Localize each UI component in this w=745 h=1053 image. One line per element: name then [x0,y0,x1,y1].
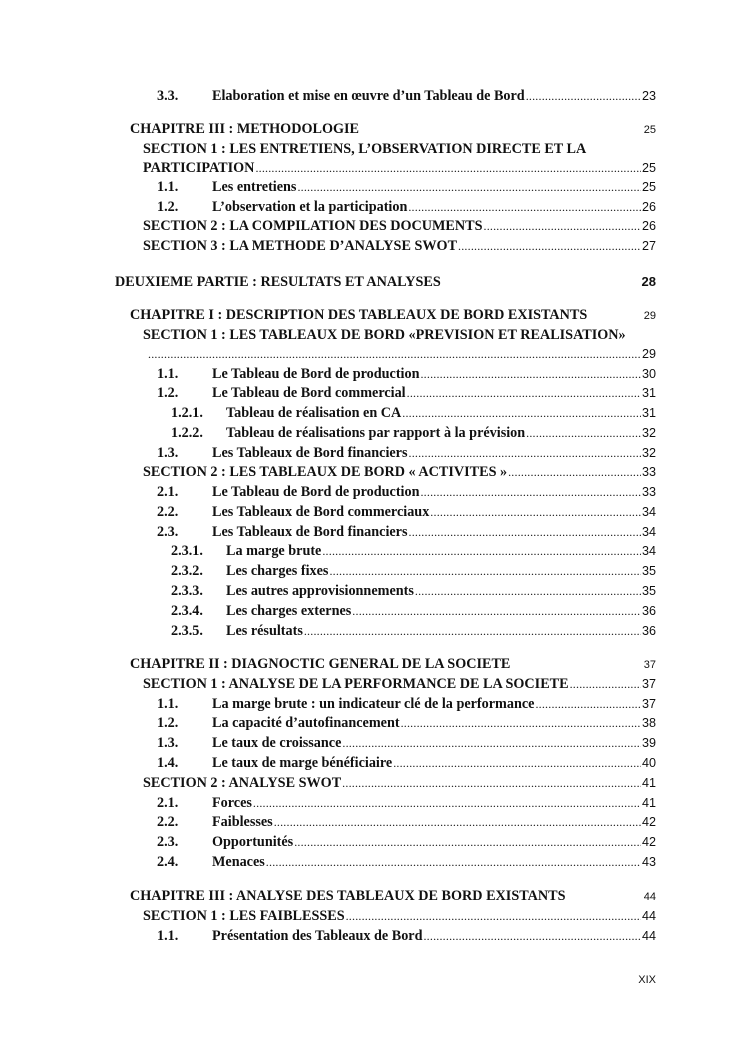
toc-entry-page: 32 [641,446,656,460]
toc-entry-sub[interactable] [157,734,656,753]
toc-entry-page: 42 [641,815,656,829]
toc-entry-sect[interactable] [143,907,656,926]
toc-entry-number: 2.3.3. [171,583,203,599]
toc-entry-page: 26 [641,200,656,214]
dot-leader [352,602,641,621]
toc-entry-sub[interactable] [157,523,656,542]
toc-entry-title: SECTION 2 : ANALYSE SWOT [143,775,342,791]
toc-entry-sub[interactable] [157,794,656,813]
dot-leader [274,813,641,832]
toc-entry-title: Tableau de réalisations par rapport à la prévision [226,425,526,441]
toc-entry-subsub[interactable] [171,404,656,423]
toc-entry-number: 2.3. [157,834,179,850]
toc-entry-chap[interactable] [130,887,656,906]
toc-entry-page: 44 [641,929,656,943]
toc-entry-sub[interactable] [157,927,656,946]
toc-entry-title: SECTION 1 : ANALYSE DE LA PERFORMANCE DE LA SOCIETE [143,676,569,692]
toc-entry-page: 37 [641,697,656,711]
toc-entry-title: Tableau de réalisation en CA [226,405,402,421]
toc-entry-page: 37 [641,677,656,691]
toc-entry-title: L’observation et la participation [212,199,408,215]
toc-entry-sub[interactable] [157,833,656,852]
dot-leader [526,87,641,106]
toc-entry-title: Faiblesses [212,814,273,830]
toc-entry-number: 2.1. [157,484,179,500]
toc-entry-title: SECTION 1 : LES TABLEAUX DE BORD «PREVISION ET REALISATION» [143,327,626,343]
dot-leader [266,853,641,872]
toc-entry-title: Le Tableau de Bord de production [212,484,420,500]
toc-entry-page: 40 [641,756,656,770]
toc-entry-page: 25 [641,161,656,175]
toc-entry-number: 1.1. [157,366,179,382]
toc-entry-number: 3.3. [157,88,179,104]
toc-entry-title: SECTION 3 : LA METHODE D’ANALYSE SWOT [143,238,458,254]
dot-leader [570,675,641,694]
toc-entry-number: 2.3. [157,524,179,540]
toc-entry-title: Les résultats [226,623,303,639]
toc-entry-number: 1.1. [157,928,179,944]
toc-entry-sub[interactable] [157,198,656,217]
toc-entry-title: Le Tableau de Bord de production [212,366,420,382]
dot-leader [294,833,641,852]
dot-leader [401,714,641,733]
toc-entry-subsub[interactable] [171,602,656,621]
toc-entry-page: 36 [641,604,656,618]
toc-entry-subsub[interactable] [171,542,656,561]
toc-entry-title: CHAPITRE I : DESCRIPTION DES TABLEAUX DE BORD EXISTANTS [130,307,588,323]
toc-entry-title: Le Tableau de Bord commercial [212,385,406,401]
dot-leader [423,927,641,946]
toc-entry-page: 31 [641,386,656,400]
toc-entry-page: 28 [641,274,656,289]
dot-leader [408,198,641,217]
toc-entry-title: Menaces [212,854,265,870]
toc-entry-number: 2.3.4. [171,603,203,619]
toc-entry-page: 33 [641,485,656,499]
toc-entry-continuation[interactable] [143,159,656,178]
toc-entry-number: 1.2. [157,385,179,401]
dot-leader [148,345,641,364]
dot-leader [430,503,641,522]
toc-entry-sect[interactable] [143,675,656,694]
toc-entry-title: Forces [212,795,252,811]
dot-leader [458,237,641,256]
toc-entry-title: Opportunités [212,834,294,850]
dot-leader [484,217,641,236]
toc-entry-title-continued: PARTICIPATION [143,160,255,176]
toc-entry-page: 36 [641,624,656,638]
toc-entry-page: 39 [641,736,656,750]
toc-entry-number: 1.4. [157,755,179,771]
toc-entry-sub[interactable] [157,384,656,403]
toc-entry-sub[interactable] [157,853,656,872]
toc-entry-sub[interactable] [157,754,656,773]
toc-entry-page: 32 [641,426,656,440]
toc-entry-title: Les Tableaux de Bord financiers [212,524,408,540]
toc-entry-number: 1.3. [157,735,179,751]
toc-entry-title: CHAPITRE III : ANALYSE DES TABLEAUX DE BORD EXISTANTS [130,888,566,904]
toc-entry-title: Les charges externes [226,603,352,619]
dot-leader [420,483,641,502]
dot-leader [415,582,641,601]
toc-entry-sect[interactable] [143,774,656,793]
toc-entry-title: DEUXIEME PARTIE : RESULTATS ET ANALYSES [115,274,441,290]
toc-entry-sect[interactable] [143,326,656,345]
dot-leader [304,622,641,641]
toc-entry-page: 43 [641,855,656,869]
toc-entry-subsub[interactable] [171,562,656,581]
toc-entry-number: 2.2. [157,814,179,830]
dot-leader [329,562,641,581]
toc-entry-subsub[interactable] [171,424,656,443]
toc-entry-page: 31 [641,406,656,420]
toc-entry-page: 27 [641,239,656,253]
toc-entry-title: SECTION 2 : LA COMPILATION DES DOCUMENTS [143,218,483,234]
toc-entry-number: 2.4. [157,854,179,870]
toc-entry-number: 2.2. [157,504,179,520]
toc-entry-sect[interactable] [143,237,656,256]
dot-leader [409,444,641,463]
dot-leader [297,178,641,197]
toc-entry-sect[interactable] [143,217,656,236]
toc-entry-page: 26 [641,219,656,233]
toc-entry-chap[interactable] [130,306,656,325]
toc-entry-sub[interactable] [157,444,656,463]
toc-entry-title: Elaboration et mise en œuvre d’un Tableau de Bord [212,88,525,104]
toc-entry-title: SECTION 2 : LES TABLEAUX DE BORD « ACTIVITES » [143,464,508,480]
toc-entry-sub[interactable] [157,813,656,832]
toc-entry-page: 37 [643,659,656,671]
toc-entry-sub[interactable] [157,695,656,714]
toc-entry-number: 1.2.2. [171,425,203,441]
dot-leader [393,754,641,773]
toc-entry-page: 25 [643,124,656,136]
toc-entry-page: 29 [643,310,656,322]
toc-entry-part[interactable] [115,272,656,291]
dot-leader [322,542,641,561]
toc-entry-continuation[interactable] [147,345,656,364]
toc-entry-number: 1.1. [157,179,179,195]
toc-entry-title: Présentation des Tableaux de Bord [212,928,423,944]
toc-entry-title: SECTION 1 : LES FAIBLESSES [143,908,345,924]
toc-entry-chap[interactable] [130,120,656,139]
toc-entry-title: Les entretiens [212,179,297,195]
toc-entry-page: 23 [641,89,656,103]
toc-entry-title: Les charges fixes [226,563,329,579]
dot-leader [255,159,641,178]
toc-entry-page: 41 [641,796,656,810]
dot-leader [420,365,641,384]
dot-leader [526,424,641,443]
toc-entry-page: 35 [641,584,656,598]
dot-leader [342,774,641,793]
toc-entry-page: 34 [641,525,656,539]
toc-entry-page: 41 [641,776,656,790]
toc-entry-number: 1.2.1. [171,405,203,421]
toc-entry-title: La marge brute : un indicateur clé de la performance [212,696,535,712]
toc-entry-sect[interactable] [143,463,656,482]
toc-entry-sub[interactable] [157,714,656,733]
toc-entry-title: Les autres approvisionnements [226,583,414,599]
toc-entry-number: 1.2. [157,199,179,215]
toc-entry-number: 2.1. [157,795,179,811]
toc-entry-subsub[interactable] [171,582,656,601]
toc-entry-title: CHAPITRE III : METHODOLOGIE [130,121,360,137]
toc-entry-title: La capacité d’autofinancement [212,715,400,731]
toc-entry-page: 33 [641,465,656,479]
toc-entry-page: 34 [641,505,656,519]
toc-entry-number: 1.3. [157,445,179,461]
toc-entry-title: CHAPITRE II : DIAGNOCTIC GENERAL DE LA SOCIETE [130,656,511,672]
toc-entry-title: La marge brute [226,543,322,559]
toc-entry-number: 2.3.5. [171,623,203,639]
toc-entry-title: Le taux de croissance [212,735,342,751]
toc-entry-sub[interactable] [157,503,656,522]
toc-entry-number: 2.3.1. [171,543,203,559]
dot-leader [407,384,641,403]
dot-leader [346,907,641,926]
toc-entry-page: 29 [641,347,656,361]
dot-leader [253,794,641,813]
toc-entry-number: 1.1. [157,696,179,712]
toc-entry-page: 30 [641,367,656,381]
page-number: XIX [638,974,656,986]
dot-leader [342,734,641,753]
toc-entry-page: 42 [641,835,656,849]
toc-entry-page: 35 [641,564,656,578]
toc-entry-subsub[interactable] [171,622,656,641]
toc-entry-sub[interactable] [157,483,656,502]
toc-entry-sub[interactable] [157,178,656,197]
toc-entry-page: 44 [641,909,656,923]
toc-entry-number: 2.3.2. [171,563,203,579]
toc-entry-page: 38 [641,716,656,730]
dot-leader [508,463,641,482]
toc-entry-sub[interactable] [157,365,656,384]
toc-entry-page: 34 [641,544,656,558]
toc-entry-title: Le taux de marge bénéficiaire [212,755,393,771]
toc-entry-number: 1.2. [157,715,179,731]
toc-entry-chap[interactable] [130,655,656,674]
toc-entry-title: SECTION 1 : LES ENTRETIENS, L’OBSERVATION DIRECTE ET LA [143,141,587,157]
toc-entry-title: Les Tableaux de Bord financiers [212,445,408,461]
dot-leader [402,404,641,423]
toc-entry-page: 44 [643,891,656,903]
dot-leader [409,523,641,542]
toc-entry-title: Les Tableaux de Bord commerciaux [212,504,430,520]
dot-leader [535,695,641,714]
toc-entry-page: 25 [641,180,656,194]
toc-entry-sub[interactable] [157,87,656,106]
toc-entry-sect[interactable] [143,140,656,159]
